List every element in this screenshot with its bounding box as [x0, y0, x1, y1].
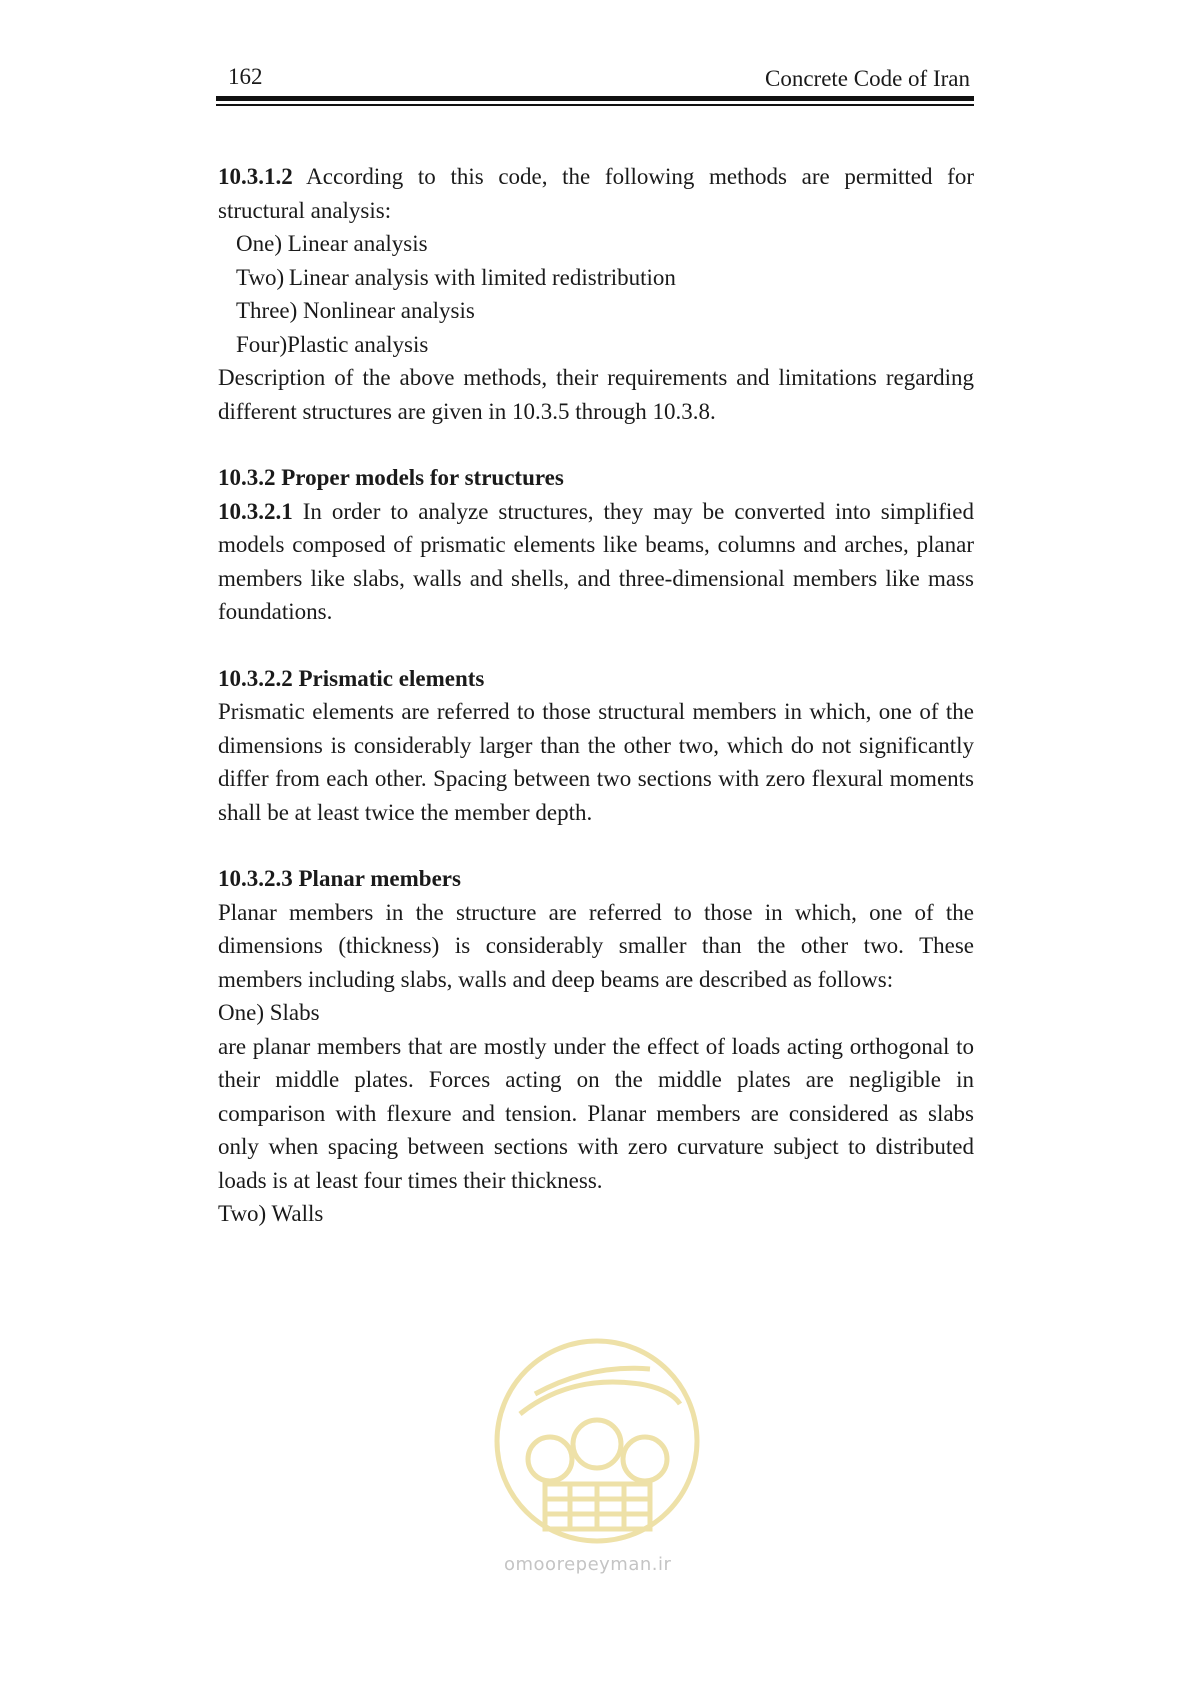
method-item: One) Linear analysis — [236, 231, 428, 256]
slabs-label: One) Slabs — [218, 1000, 320, 1025]
page-header — [216, 62, 974, 92]
section-heading: 10.3.2 Proper models for structures — [218, 465, 564, 490]
method-item: Three) Nonlinear analysis — [236, 298, 475, 323]
section-text: According to this code, the following methods are permitted for structural analysis: — [218, 164, 974, 223]
watermark-url: omoorepeyman.ir — [504, 1554, 672, 1575]
method-item: Two) Linear analysis with limited redistribution — [236, 264, 676, 290]
watermark-seal-icon — [490, 1334, 704, 1548]
prismatic-paragraph: Prismatic elements are referred to those structural members in which, one of the dimensions is considerably larger than the other two, which do not significantly differ from each other. Spacing between two sections with zero flexural moments shall be at least twice the member depth. — [218, 699, 974, 825]
methods-description: Description of the above methods, their requirements and limitations regarding different structures are given in 10.3.5 through 10.3.8. — [218, 365, 974, 424]
section-heading: 10.3.2.3 Planar members — [218, 866, 461, 891]
section-number: 10.3.2.1 — [218, 498, 293, 524]
header-rule-thick — [216, 96, 974, 101]
page-number: 162 — [228, 64, 263, 89]
watermark-logo — [490, 1334, 704, 1548]
slabs-paragraph: are planar members that are mostly under the effect of loads acting orthogonal to their middle plates. Forces acting on the middle plates are negligible in comparison with flexure and tension. Planar members are considered as slabs only when spacing between sections with zero curvature subject to distributed loads is at least four times their thickness. — [218, 1033, 974, 1193]
section-text: In order to analyze structures, they may be converted into simplified models composed of prismatic elements like beams, columns and arches, planar members like slabs, walls and shells, and three-dimensional members like mass foundations. — [218, 498, 974, 624]
walls-label: Two) Walls — [218, 1201, 324, 1226]
section-number: 10.3.1.2 — [218, 164, 293, 189]
section-heading: 10.3.2.2 Prismatic elements — [218, 665, 485, 691]
running-title: Concrete Code of Iran — [764, 66, 970, 91]
page-body — [218, 160, 974, 1231]
header-rule-thin — [216, 104, 974, 106]
planar-paragraph: Planar members in the structure are referred to those in which, one of the dimensions (thickness) is considerably smaller than the other two. These members including slabs, walls and deep beams are described as follows: — [218, 899, 974, 992]
section-10-3-1-2 — [218, 160, 974, 227]
section-10-3-2-1 — [218, 495, 974, 629]
method-item: Four)Plastic analysis — [236, 331, 429, 357]
